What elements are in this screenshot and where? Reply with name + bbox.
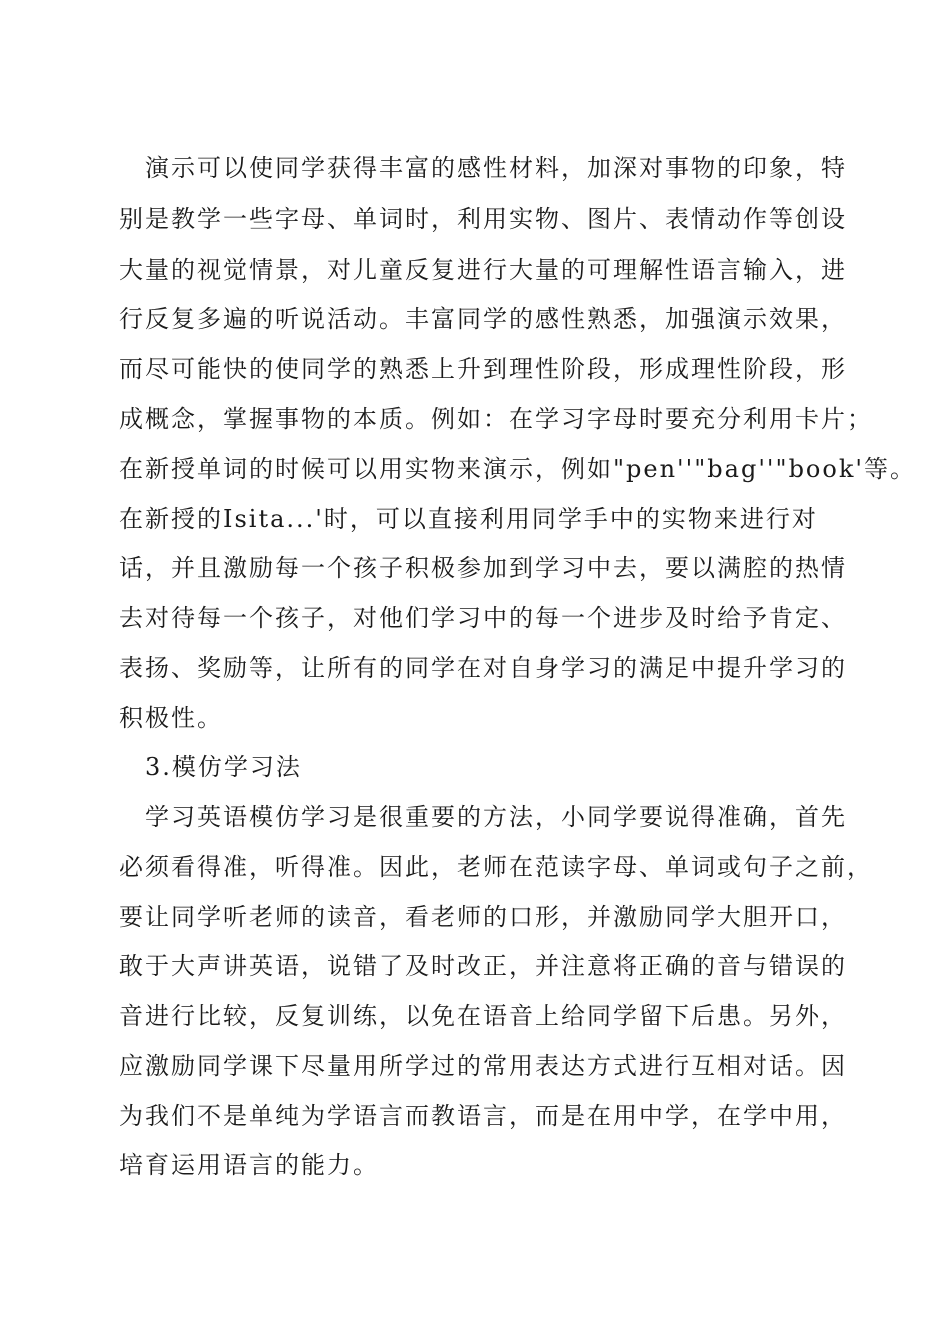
paragraph-line: 去对待每一个孩子，对他们学习中的每一个进步及时给予肯定、	[119, 604, 847, 632]
paragraph-line: 行反复多遍的听说活动。丰富同学的感性熟悉，加强演示效果，	[119, 305, 847, 333]
paragraph-line: 为我们不是单纯为学语言而教语言，而是在用中学，在学中用，	[119, 1102, 847, 1130]
paragraph-line: 积极性。	[119, 704, 223, 732]
paragraph-line: 应激励同学课下尽量用所学过的常用表达方式进行互相对话。因	[119, 1052, 847, 1080]
paragraph-line: 成概念，掌握事物的本质。例如：在学习字母时要充分利用卡片；	[119, 405, 873, 433]
paragraph-line: 别是教学一些字母、单词时，利用实物、图片、表情动作等创设	[119, 205, 847, 233]
paragraph-line: 音进行比较，反复训练，以免在语音上给同学留下后患。另外，	[119, 1002, 847, 1030]
paragraph-line: 要让同学听老师的读音，看老师的口形，并激励同学大胆开口，	[119, 903, 847, 931]
paragraph-line: 而尽可能快的使同学的熟悉上升到理性阶段，形成理性阶段，形	[119, 355, 847, 383]
paragraph-line: 学习英语模仿学习是很重要的方法，小同学要说得准确，首先	[119, 803, 847, 831]
paragraph-line: 表扬、奖励等，让所有的同学在对自身学习的满足中提升学习的	[119, 654, 847, 682]
section-heading: 3.模仿学习法	[119, 753, 302, 781]
paragraph-line: 演示可以使同学获得丰富的感性材料，加深对事物的印象，特	[119, 154, 847, 182]
paragraph-line: 必须看得准，听得准。因此，老师在范读字母、单词或句子之前，	[119, 853, 873, 881]
paragraph-line: 在新授的Isita...'时，可以直接利用同学手中的实物来进行对	[119, 505, 818, 533]
paragraph-line: 敢于大声讲英语，说错了及时改正，并注意将正确的音与错误的	[119, 952, 847, 980]
paragraph-line: 培育运用语言的能力。	[119, 1151, 379, 1179]
paragraph-line: 大量的视觉情景，对儿童反复进行大量的可理解性语言输入，进	[119, 256, 847, 284]
paragraph-line: 在新授单词的时候可以用实物来演示，例如"pen''"bag''"book'等。	[119, 455, 916, 483]
paragraph-line: 话，并且激励每一个孩子积极参加到学习中去，要以满腔的热情	[119, 554, 847, 582]
